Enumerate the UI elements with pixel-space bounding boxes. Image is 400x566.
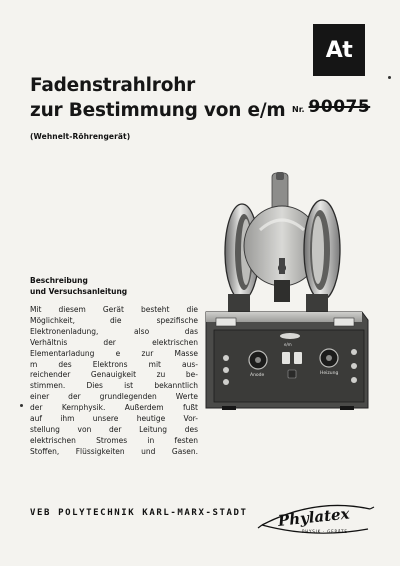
body-line: Elementarladung e zur Masse — [30, 348, 198, 358]
heater-knob-label: Heizung — [320, 371, 339, 376]
body-line: elektrischen Stromes in festen — [30, 435, 198, 445]
body-line: der Kernphysik. Außerdem fußt — [30, 403, 198, 413]
logo-subtext: PHYSIK · GERÄTE — [302, 529, 348, 534]
body-line: Stoffen, Flüssigkeiten und Gasen. — [30, 446, 198, 456]
title-line-2: zur Bestimmung von e/m — [30, 100, 286, 121]
body-line: Mit diesem Gerät besteht die — [30, 305, 198, 314]
apparatus-photo — [202, 170, 372, 415]
body-line: reichender Genauigkeit zu be- — [30, 370, 198, 380]
description-heading — [30, 275, 127, 297]
category-badge-code: At — [325, 37, 353, 63]
title-line-1: Fadenstrahlrohr — [30, 75, 196, 96]
description-heading-line-2: und Versuchsanleitung — [30, 287, 128, 296]
body-line: stimmen. Dies ist bekanntlich — [30, 381, 198, 391]
category-badge — [313, 24, 365, 76]
print-mark — [388, 76, 391, 79]
phylatex-logo — [256, 495, 376, 541]
catalog-number — [292, 97, 370, 117]
body-line: stellung von der Leitung des — [30, 424, 198, 434]
body-line: Elektronenladung, also das — [30, 326, 198, 336]
description-body — [30, 305, 198, 458]
svg-text:e/m: e/m — [284, 342, 292, 347]
logo-wordmark: Phylatex — [277, 504, 351, 530]
anode-knob-label: Anode — [250, 373, 265, 378]
body-line: Möglichkeit, die spezifische — [30, 315, 198, 325]
description-heading-line-1: Beschreibung — [30, 276, 88, 285]
catalog-number-value: 90075 — [308, 97, 371, 117]
print-mark — [20, 404, 23, 407]
publisher-name: VEB POLYTECHNIK KARL-MARX-STADT — [30, 508, 248, 518]
body-line: m des Elektrons mit aus- — [30, 359, 198, 369]
body-line: auf ihm unsere heutige Vor- — [30, 414, 198, 424]
document-subtitle: (Wehnelt-Röhrengerät) — [30, 132, 131, 141]
document-title — [30, 73, 286, 123]
body-line: Verhältnis der elektrischen — [30, 337, 198, 347]
catalog-number-prefix: Nr. — [292, 105, 305, 114]
body-line: einer der grundlegenden Werte — [30, 392, 198, 402]
